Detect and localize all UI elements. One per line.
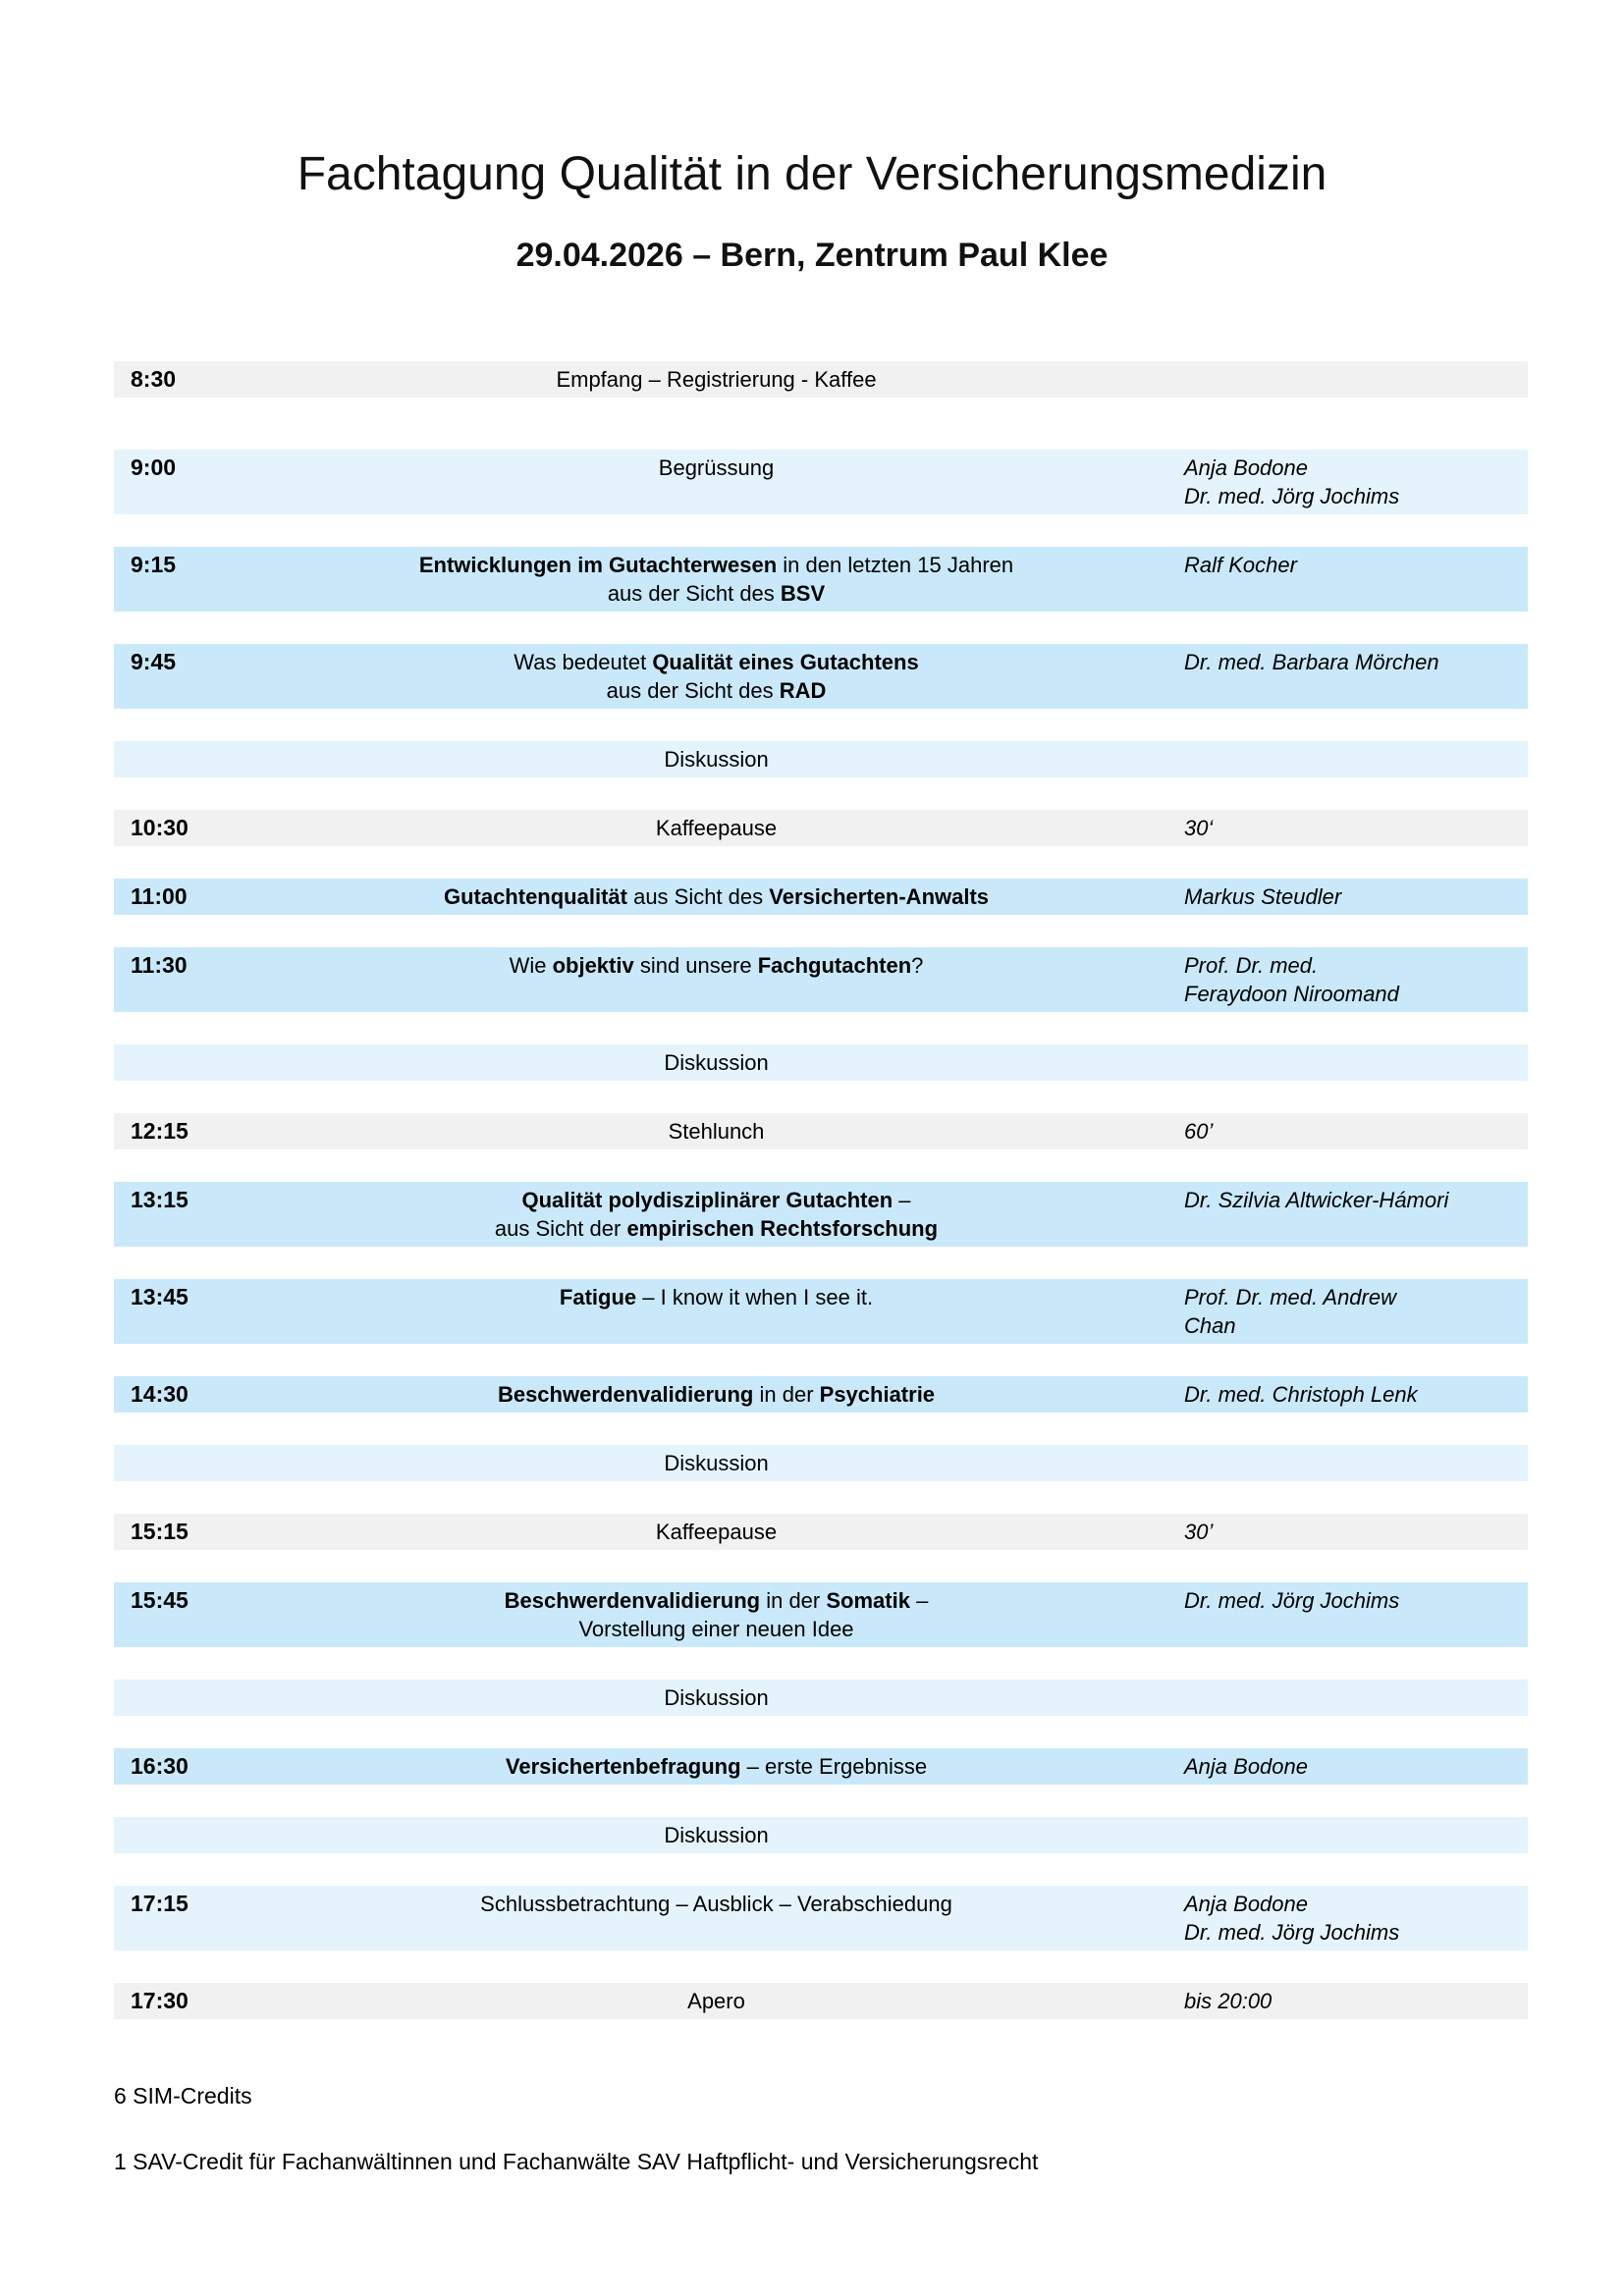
- topic-line: Was bedeutet Qualität eines Gutachtens: [514, 650, 919, 674]
- topic-line: Fatigue – I know it when I see it.: [559, 1285, 874, 1309]
- topic-line: Empfang – Registrierung - Kaffee: [556, 367, 877, 392]
- topic-line: Versichertenbefragung – erste Ergebnisse: [505, 1754, 928, 1779]
- topic-line: Diskussion: [664, 1685, 769, 1710]
- speaker-line: 60’: [1184, 1119, 1214, 1144]
- row-speaker: [1184, 1186, 1528, 1214]
- speaker-line: Prof. Dr. med. Andrew: [1184, 1285, 1396, 1309]
- schedule-row: [114, 741, 1528, 777]
- topic-line: aus der Sicht des RAD: [606, 678, 827, 703]
- row-topic: [248, 1380, 1184, 1409]
- speaker-line: Prof. Dr. med.: [1184, 953, 1319, 978]
- speaker-line: 30‘: [1184, 816, 1214, 840]
- speaker-line: Ralf Kocher: [1184, 553, 1297, 577]
- row-topic: [248, 951, 1184, 980]
- row-speaker: [1184, 1987, 1528, 2015]
- topic-line: Qualität polydisziplinärer Gutachten –: [521, 1188, 911, 1212]
- row-time: 11:00: [131, 883, 188, 909]
- topic-line: Diskussion: [664, 747, 769, 772]
- row-time: 17:30: [131, 1988, 189, 2013]
- row-topic: [248, 1683, 1184, 1712]
- schedule-row: [114, 810, 1528, 846]
- schedule-row: [114, 1582, 1528, 1647]
- row-speaker: [1184, 1752, 1528, 1781]
- sim-credits-note: 6 SIM-Credits: [114, 2083, 252, 2109]
- row-speaker: [1184, 1380, 1528, 1409]
- row-topic: [248, 882, 1184, 911]
- row-time: 13:15: [131, 1187, 189, 1212]
- topic-line: Wie objektiv sind unsere Fachgutachten?: [509, 953, 924, 978]
- row-time: 9:00: [131, 454, 177, 480]
- row-topic: [248, 1821, 1184, 1849]
- row-time: 10:30: [131, 815, 189, 840]
- row-speaker: [1184, 951, 1528, 1008]
- schedule-row: [114, 361, 1528, 398]
- topic-line: Kaffeepause: [655, 816, 778, 840]
- topic-line: Stehlunch: [668, 1119, 765, 1144]
- speaker-line: Anja Bodone: [1184, 455, 1308, 480]
- page-subtitle: 29.04.2026 – Bern, Zentrum Paul Klee: [515, 237, 1109, 274]
- topic-line: Entwicklungen im Gutachterwesen in den letzten 15 Jahren: [418, 553, 1014, 577]
- schedule-row: [114, 1044, 1528, 1081]
- row-speaker: [1184, 1586, 1528, 1615]
- topic-line: aus der Sicht des BSV: [607, 581, 826, 606]
- row-time: 11:30: [131, 952, 188, 978]
- schedule-row: [114, 644, 1528, 709]
- speaker-line: Dr. med. Christoph Lenk: [1184, 1382, 1418, 1407]
- row-time: 15:15: [131, 1519, 189, 1544]
- row-speaker: [1184, 1283, 1528, 1340]
- schedule-row: [114, 1376, 1528, 1413]
- row-time: 17:15: [131, 1891, 189, 1916]
- speaker-line: Dr. med. Barbara Mörchen: [1184, 650, 1439, 674]
- row-topic: [248, 1586, 1184, 1643]
- row-time: 16:30: [131, 1753, 189, 1779]
- row-speaker: [1184, 882, 1528, 911]
- topic-line: Diskussion: [664, 1451, 769, 1475]
- speaker-line: Dr. med. Jörg Jochims: [1184, 1588, 1400, 1613]
- row-topic: [248, 1048, 1184, 1077]
- speaker-line: Markus Steudler: [1184, 884, 1342, 909]
- speaker-line: Dr. Szilvia Altwicker-Hámori: [1184, 1188, 1449, 1212]
- row-topic: [248, 365, 1184, 394]
- schedule-row: [114, 1514, 1528, 1550]
- row-time: 15:45: [131, 1587, 189, 1613]
- speaker-line: Anja Bodone: [1184, 1754, 1308, 1779]
- topic-line: Beschwerdenvalidierung in der Psychiatrie: [497, 1382, 936, 1407]
- topic-line: Begrüssung: [658, 455, 775, 480]
- row-speaker: [1184, 1117, 1528, 1146]
- row-topic: [248, 648, 1184, 705]
- topic-line: Schlussbetrachtung – Ausblick – Verabschiedung: [480, 1892, 952, 1916]
- schedule-row: [114, 947, 1528, 1012]
- row-speaker: [1184, 648, 1528, 676]
- sav-credit-note: 1 SAV-Credit für Fachanwältinnen und Fachanwälte SAV Haftpflicht- und Versicherungsrecht: [114, 2149, 1039, 2174]
- row-topic: [248, 1987, 1184, 2015]
- row-topic: [248, 1283, 1184, 1311]
- row-speaker: [1184, 551, 1528, 579]
- speaker-line: Anja Bodone: [1184, 1892, 1308, 1916]
- row-topic: [248, 551, 1184, 608]
- topic-line: Vorstellung einer neuen Idee: [578, 1617, 854, 1641]
- schedule-row: [114, 1445, 1528, 1481]
- topic-line: Beschwerdenvalidierung in der Somatik –: [504, 1588, 929, 1613]
- speaker-line: Dr. med. Jörg Jochims: [1184, 484, 1400, 508]
- topic-line: Diskussion: [664, 1823, 769, 1847]
- row-topic: [248, 1518, 1184, 1546]
- row-time: 9:15: [131, 552, 177, 577]
- row-topic: [248, 1117, 1184, 1146]
- row-speaker: [1184, 454, 1528, 510]
- schedule-row: [114, 1279, 1528, 1344]
- schedule-row: [114, 1886, 1528, 1950]
- schedule-table: [114, 361, 1528, 2019]
- schedule-row: [114, 879, 1528, 915]
- row-time: 13:45: [131, 1284, 189, 1309]
- topic-line: Apero: [687, 1989, 745, 2013]
- row-time: 8:30: [131, 366, 177, 392]
- topic-line: Diskussion: [664, 1050, 769, 1075]
- row-topic: [248, 1186, 1184, 1243]
- row-topic: [248, 814, 1184, 842]
- schedule-row: [114, 450, 1528, 514]
- schedule-row: [114, 1983, 1528, 2019]
- row-time: 9:45: [131, 649, 177, 674]
- schedule-row: [114, 1113, 1528, 1149]
- schedule-row: [114, 1182, 1528, 1247]
- schedule-row: [114, 1817, 1528, 1853]
- row-topic: [248, 454, 1184, 482]
- topic-line: aus Sicht der empirischen Rechtsforschung: [494, 1216, 939, 1241]
- row-topic: [248, 1752, 1184, 1781]
- topic-line: Kaffeepause: [655, 1520, 778, 1544]
- page-title: Fachtagung Qualität in der Versicherungsmedizin: [297, 148, 1327, 200]
- row-speaker: [1184, 1890, 1528, 1947]
- schedule-row: [114, 547, 1528, 612]
- row-time: 14:30: [131, 1381, 189, 1407]
- row-time: 12:15: [131, 1118, 189, 1144]
- speaker-line: Dr. med. Jörg Jochims: [1184, 1920, 1400, 1945]
- speaker-line: Chan: [1184, 1313, 1236, 1338]
- row-topic: [248, 1449, 1184, 1477]
- schedule-row: [114, 1748, 1528, 1785]
- row-speaker: [1184, 814, 1528, 842]
- speaker-line: bis 20:00: [1184, 1989, 1272, 2013]
- row-topic: [248, 1890, 1184, 1918]
- row-topic: [248, 745, 1184, 774]
- schedule-row: [114, 1680, 1528, 1716]
- row-speaker: [1184, 1518, 1528, 1546]
- speaker-line: Feraydoon Niroomand: [1184, 982, 1399, 1006]
- topic-line: Gutachtenqualität aus Sicht des Versicherten-Anwalts: [443, 884, 990, 909]
- speaker-line: 30’: [1184, 1520, 1214, 1544]
